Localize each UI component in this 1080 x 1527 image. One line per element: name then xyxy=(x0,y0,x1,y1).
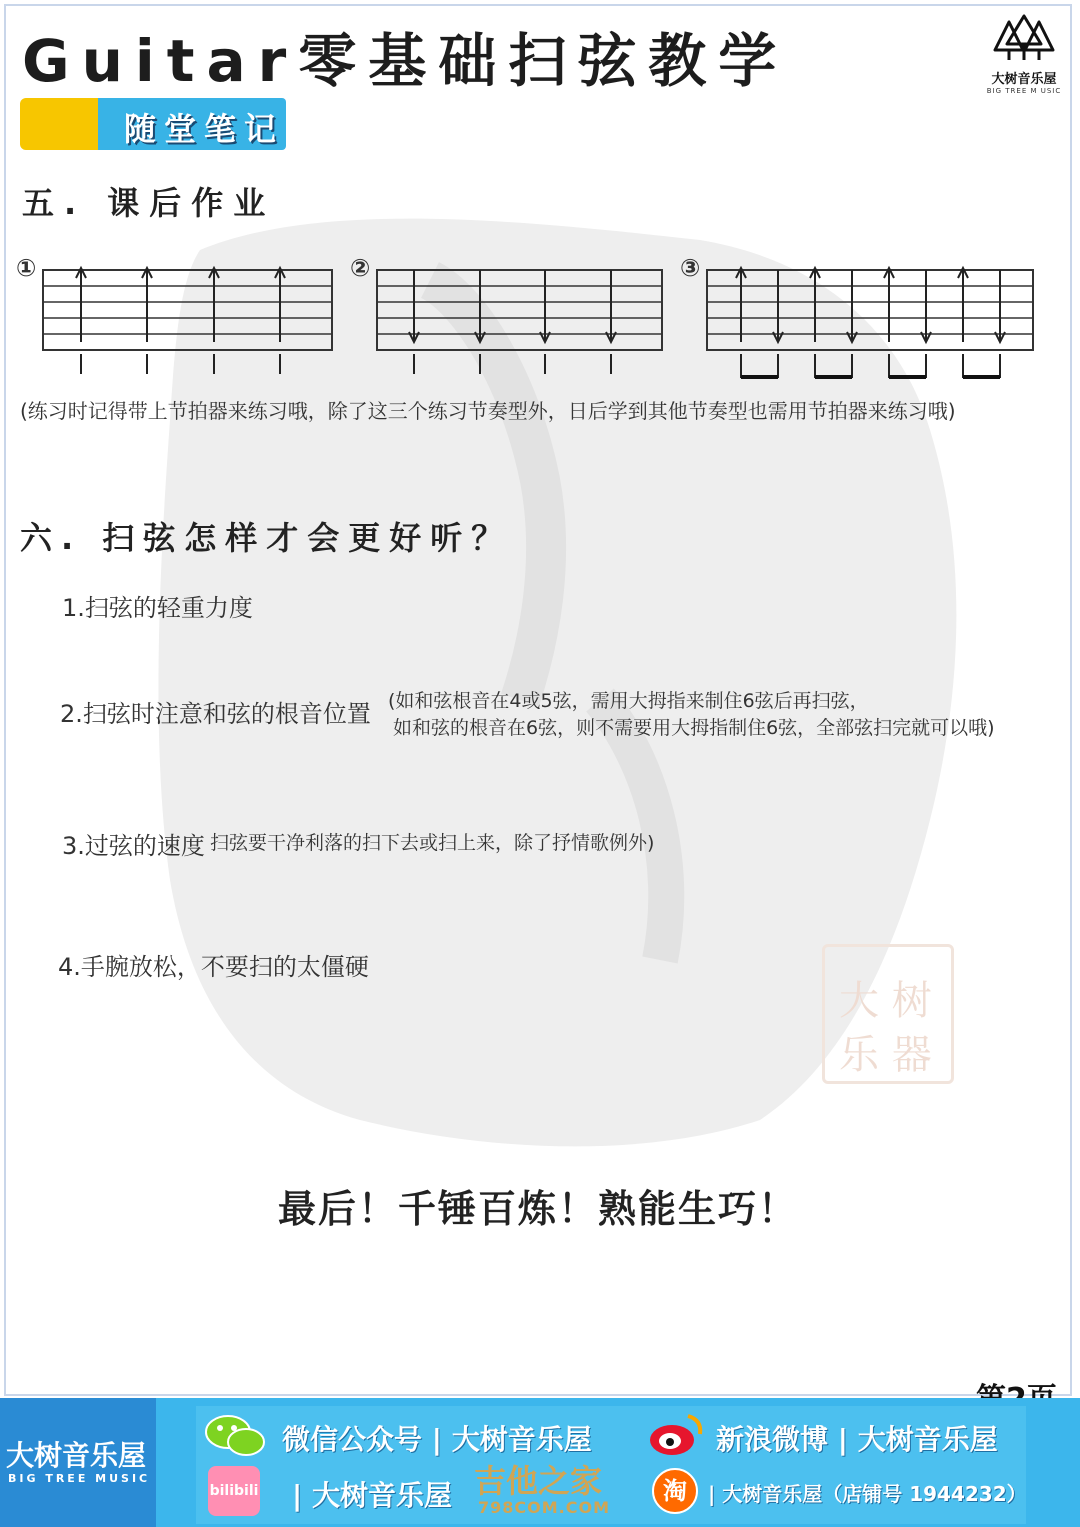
practice-note: (练习时记得带上节拍器来练习哦，除了这三个练习节奏型外，日后学到其他节奏型也需用节拍器来练习哦) xyxy=(20,399,956,423)
weibo-account[interactable]: 新浪微博 | 大树音乐屋 xyxy=(716,1423,998,1456)
wechat-icon[interactable] xyxy=(204,1414,266,1458)
site-watermark: 吉他之家 xyxy=(474,1462,603,1500)
tip-3: 3.过弦的速度 xyxy=(62,832,205,860)
site-watermark-url: 798COM.COM xyxy=(478,1498,611,1517)
bilibili-account[interactable]: | 大树音乐屋 xyxy=(292,1479,452,1512)
section-5-heading: 五. 课后作业 xyxy=(22,184,276,222)
rhythm-diagram-3 xyxy=(707,268,1033,378)
weibo-icon[interactable] xyxy=(648,1410,706,1458)
seal-stamp xyxy=(822,944,954,1084)
taobao-icon[interactable]: 淘 xyxy=(652,1468,698,1514)
seal-line-2: 乐 器 xyxy=(839,1032,932,1078)
footer-brand-block xyxy=(0,1398,156,1527)
taobao-shop[interactable]: | 大树音乐屋（店铺号 1944232） xyxy=(708,1482,1027,1506)
wechat-account[interactable]: 微信公众号 | 大树音乐屋 xyxy=(282,1423,592,1456)
diagram-number-2: ② xyxy=(350,254,371,282)
footer-brand-name: 大树音乐屋 xyxy=(6,1439,147,1472)
diagram-number-3: ③ xyxy=(680,254,701,282)
rhythm-diagram-1 xyxy=(43,268,332,374)
tip-2-note-line-2: 如和弦的根音在6弦，则不需要用大拇指制住6弦，全部弦扫完就可以哦) xyxy=(393,717,995,739)
seal-line-1: 大 树 xyxy=(839,978,932,1024)
logo-name: 大树音乐屋 xyxy=(991,72,1057,87)
tip-2-note-line-1: (如和弦根音在4或5弦，需用大拇指来制住6弦后再扫弦， xyxy=(388,690,869,712)
page-title: Guitar零基础扫弦教学 xyxy=(22,27,789,95)
closing-slogan: 最后！千锤百炼！熟能生巧！ xyxy=(278,1187,799,1231)
logo-english: BIG TREE M USIC xyxy=(986,87,1062,95)
badge-label: 随堂笔记 xyxy=(124,110,285,148)
tip-3-note: 扫弦要干净利落的扫下去或扫上来，除了抒情歌例外) xyxy=(210,832,655,854)
section-6-heading: 六. 扫弦怎样才会更好听？ xyxy=(20,519,513,557)
notes-badge xyxy=(20,98,286,150)
brand-logo xyxy=(976,14,1072,100)
tip-2: 2.扫弦时注意和弦的根音位置 xyxy=(60,700,371,728)
tip-1: 1.扫弦的轻重力度 xyxy=(62,594,253,622)
tree-icon xyxy=(989,14,1059,64)
tip-4: 4.手腕放松，不要扫的太僵硬 xyxy=(58,953,369,981)
bilibili-icon[interactable]: bilibili xyxy=(208,1466,260,1516)
rhythm-diagrams xyxy=(0,250,1080,385)
badge-yellow-block xyxy=(20,98,98,150)
rhythm-diagram-2 xyxy=(377,270,662,374)
footer-brand-english: BIG TREE MUSIC xyxy=(8,1472,151,1485)
footer xyxy=(0,1398,1080,1527)
diagram-number-1: ① xyxy=(16,254,37,282)
